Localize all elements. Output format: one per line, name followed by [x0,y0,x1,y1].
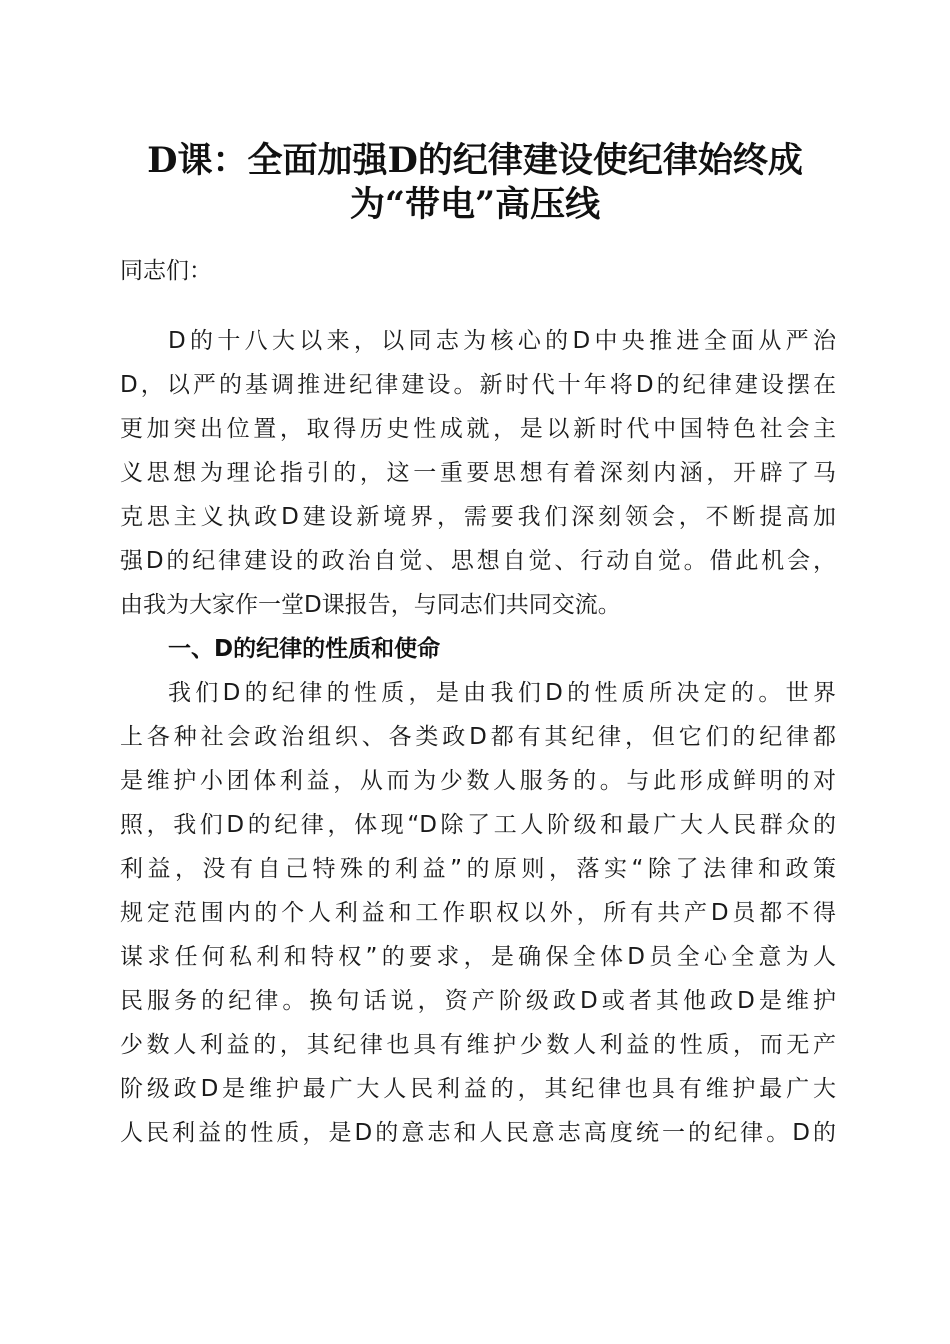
section-heading: 一、D的纪律的性质和使命 [168,636,441,662]
paragraph-1-line: 义思想为理论指引的，这一重要思想有着深刻内涵，开辟了马 [120,460,836,486]
paragraph-1-line: 由我为大家作一堂D课报告，与同志们共同交流。 [120,592,621,618]
document-title-line-2: 为“带电”高压线 [349,184,601,225]
paragraph-1-line: D，以严的基调推进纪律建设。新时代十年将D的纪律建设摆在 [120,372,836,398]
paragraph-1-line: 强D的纪律建设的政治自觉、思想自觉、行动自觉。借此机会， [120,548,836,574]
document-title-line-1: D课：全面加强D的纪律建设使纪律始终成 [147,140,803,181]
salutation: 同志们： [120,258,212,284]
paragraph-2-line: 我们D的纪律的性质，是由我们D的性质所决定的。世界 [168,680,836,706]
paragraph-1-line: 克思主义执政D建设新境界，需要我们深刻领会，不断提高加 [120,504,836,530]
paragraph-2-line: 上各种社会政治组织、各类政D都有其纪律，但它们的纪律都 [120,724,836,750]
paragraph-1-line: 更加突出位置，取得历史性成就，是以新时代中国特色社会主 [120,416,836,442]
paragraph-2-line: 照，我们D的纪律，体现“D除了工人阶级和最广大人民群众的 [120,812,836,838]
paragraph-2-line: 谋求任何私利和特权”的要求，是确保全体D员全心全意为人 [120,944,836,970]
paragraph-2-line: 人民利益的性质，是D的意志和人民意志高度统一的纪律。D的 [120,1120,836,1146]
paragraph-2-line: 规定范围内的个人利益和工作职权以外，所有共产D员都不得 [120,900,836,926]
paragraph-2-line: 民服务的纪律。换句话说，资产阶级政D或者其他政D是维护 [120,988,836,1014]
paragraph-2-line: 是维护小团体利益，从而为少数人服务的。与此形成鲜明的对 [120,768,836,794]
paragraph-2-line: 阶级政D是维护最广大人民利益的，其纪律也具有维护最广大 [120,1076,836,1102]
paragraph-2-line: 利益，没有自己特殊的利益”的原则，落实“除了法律和政策 [120,856,836,882]
paragraph-1-line: D的十八大以来，以同志为核心的D中央推进全面从严治 [168,328,836,354]
paragraph-2-line: 少数人利益的，其纪律也具有维护少数人利益的性质，而无产 [120,1032,836,1058]
